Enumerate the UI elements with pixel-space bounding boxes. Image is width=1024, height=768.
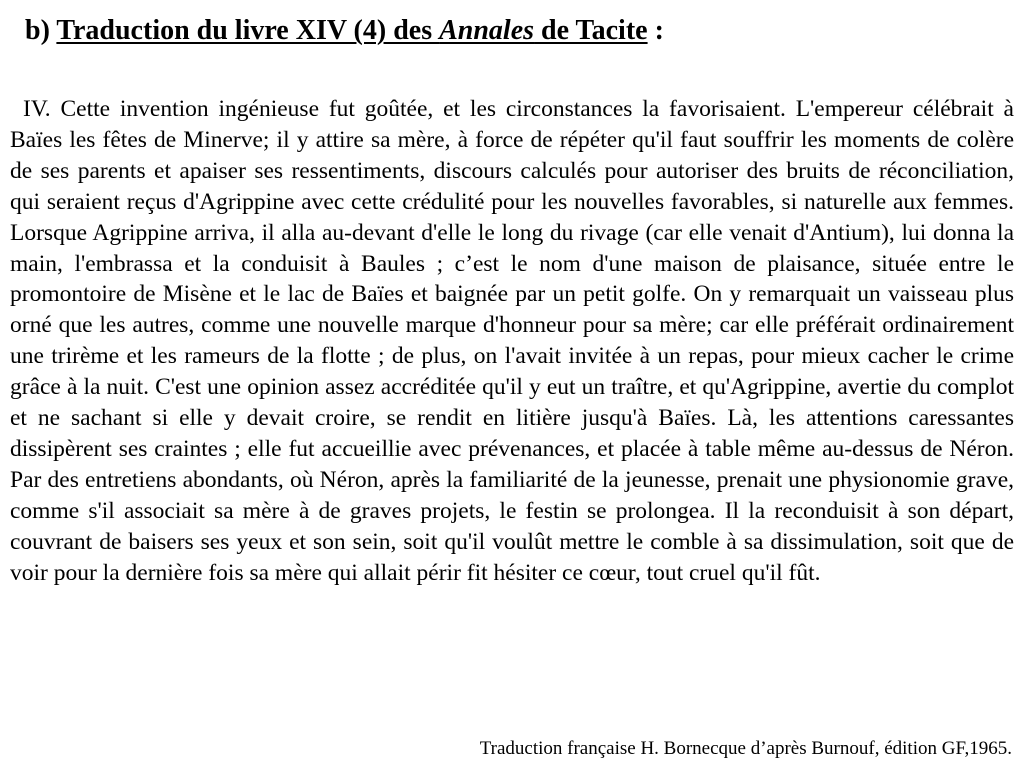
source-citation: Traduction française H. Bornecque d’après Burnouf, édition GF,1965.: [479, 738, 1012, 759]
title-text-part2: de Tacite: [534, 15, 648, 46]
section-heading-suffix: :: [647, 15, 664, 46]
section-heading: [25, 12, 664, 50]
title-work-name: Annales: [439, 15, 535, 46]
section-heading-title: [56, 15, 647, 46]
section-heading-prefix: b): [25, 15, 57, 46]
translation-passage: IV. Cette invention ingénieuse fut goûtée, et les circonstances la favorisaient. L'empereur célébrait à Baïes les fêtes de Minerve; il y attire sa mère, à force de répéter qu'il faut souffrir les moments de colère de ses parents et apaiser ses ressentiments, discours calculés pour autoriser des bruits de réconciliation, qui seraient reçus d'Agrippine avec cette crédulité pour les nouvelles favorables, si naturelle aux femmes. Lorsque Agrippine arriva, il alla au-devant d'elle le long du rivage (car elle venait d'Antium), lui donna la main, l'embrassa et la conduisit à Baules ; c’est le nom d'une maison de plaisance, située entre le promontoire de Misène et le lac de Baïes et baignée par un petit golfe. On y remarquait un vaisseau plus orné que les autres, comme une nouvelle marque d'honneur pour sa mère; car elle préférait ordinairement une trirème et les rameurs de la flotte ; de plus, on l'avait invitée à un repas, pour mieux cacher le crime grâce à la nuit. C'est une opinion assez accréditée qu'il y eut un traître, et qu'Agrippine, avertie du complot et ne sachant si elle y devait croire, se rendit en litière jusqu'à Baïes. Là, les attentions caressantes dissipèrent ses craintes ; elle fut accueillie avec prévenances, et placée à table même au-dessus de Néron. Par des entretiens abondants, où Néron, après la familiarité de la jeunesse, prenait une physionomie grave, comme s'il associait sa mère à de graves projets, le festin se prolongea. Il la reconduisit à son départ, couvrant de baisers ses yeux et son sein, soit qu'il voulût mettre le comble à sa dissimulation, soit que de voir pour la dernière fois sa mère qui allait périr fit hésiter ce cœur, tout cruel qu'il fût.: [10, 96, 1014, 586]
title-text-part1: Traduction du livre XIV (4) des: [56, 15, 440, 46]
